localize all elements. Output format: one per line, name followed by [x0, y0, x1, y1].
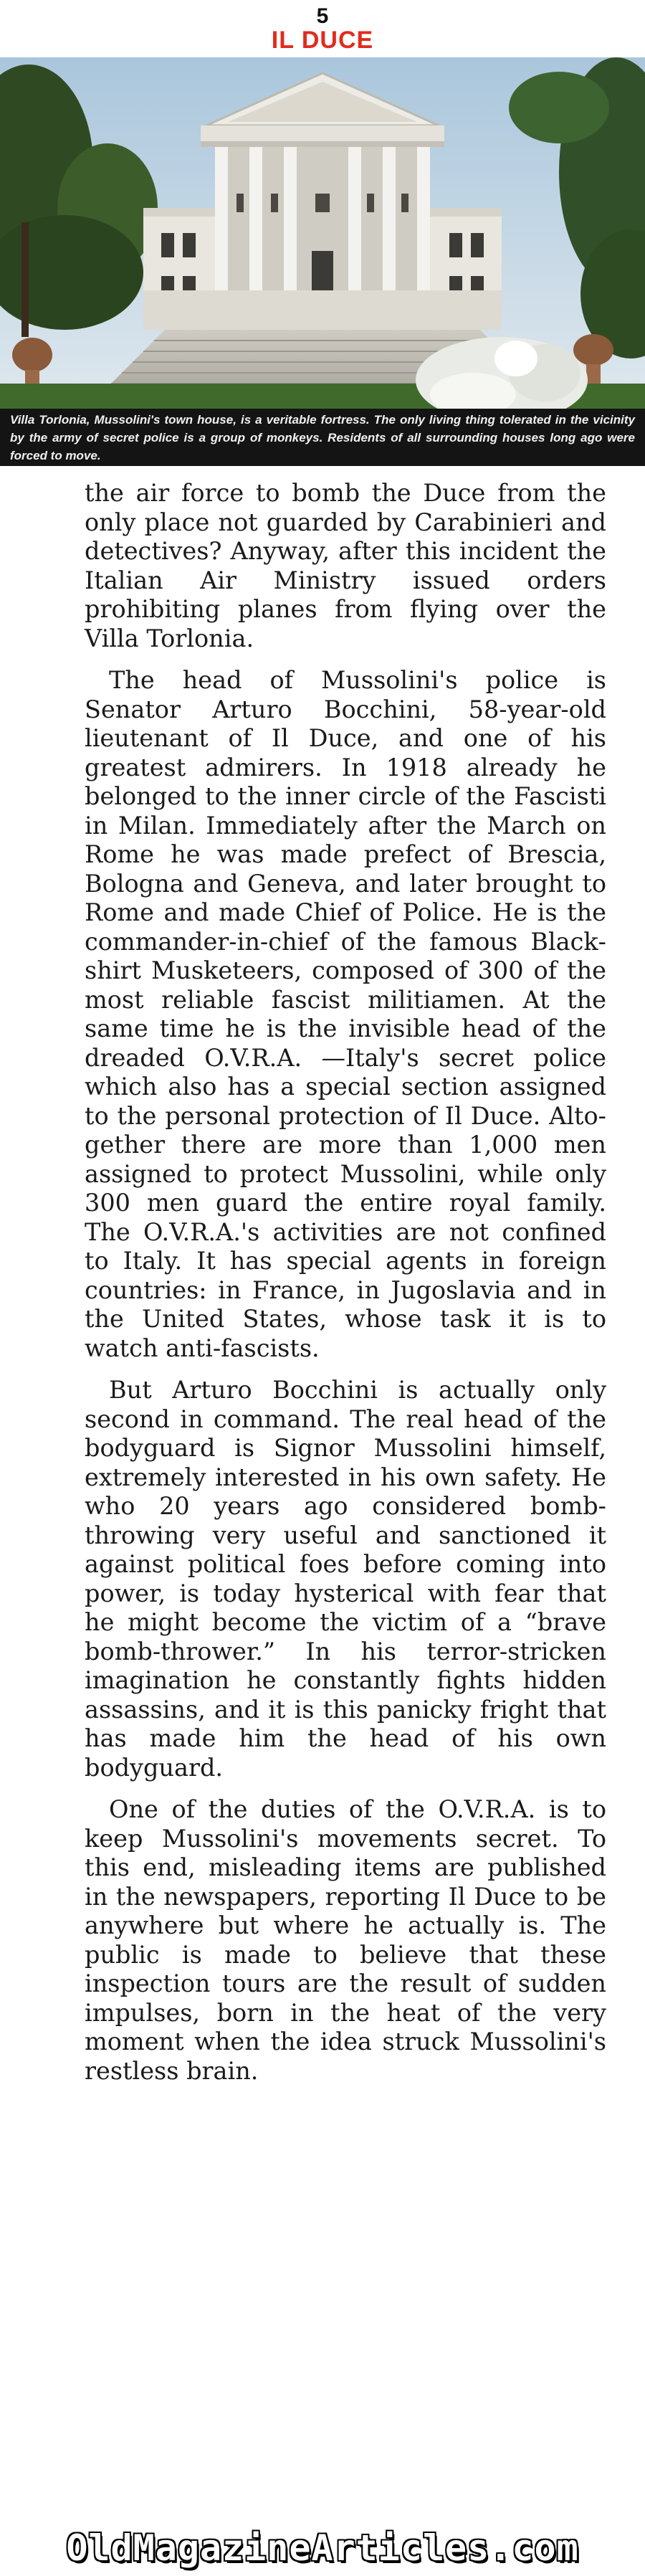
article-paragraph: But Arturo Bocchini is actually only second in command. The real head of the bodyguard is Signor Mussolini himself, extremely interested in his own safety. He who 20 years ago considered bomb-throwing very useful and sanctioned it against political foes before coming into power, is today hysterical with fear that he might become the victim of a “brave bomb-thrower.” In his terror-stricken imagination he constantly fights hidden assassins, and it is this panicky fright that has made him the head of his own bodyguard.	[85, 1376, 606, 1782]
article-paragraph: The head of Mussolini's police is Senator Arturo Bocchini, 58-year-old lieutenant of Il Duce, and one of his greatest admirers. In 1918 already he belonged to the inner circle of the Fascisti in Milan. Immediately after the March on Rome he was made prefect of Brescia, Bologna and Geneva, and later brought to Rome and made Chief of Police. He is the commander-in-chief of the famous Blackshirt Musketeers, composed of 300 of the most reliable fascist militiamen. At the same time he is the invisible head of the dreaded O.V.R.A. —Italy's secret police which also has a special section assigned to the personal protection of Il Duce. Altogether there are more than 1,000 men assigned to protect Mussolini, while only 300 men guard the entire royal family. The O.V.R.A.'s activities are not confined to Italy. It has special agents in foreign countries: in France, in Jugoslavia and in the United States, whose task it is to watch anti-fascists.	[85, 666, 606, 1362]
page-number: 5	[316, 4, 329, 28]
photo-caption: Villa Torlonia, Mussolini's town house, is a veritable fortress. The only living thing tolerated in the vicinity by the army of secret police is a group of monkeys. Residents of all surrounding houses long ago were forced to move.	[10, 413, 635, 462]
page-header	[0, 0, 645, 57]
article-title: IL DUCE	[271, 27, 374, 54]
page-footer	[0, 2518, 645, 2576]
article-paragraph: One of the duties of the O.V.R.A. is to keep Mussolini's movements secret. To this end, misleading items are published in the newspapers, reporting Il Duce to be anywhere but where he actually is. The public is made to believe that these inspection tours are the result of sudden impulses, born in the heat of the very moment when the idea struck Mussolini's restless brain.	[85, 1795, 606, 2085]
article-body	[85, 479, 606, 2099]
site-brand-logo[interactable]: OldMagazineArticles.com	[66, 2527, 579, 2569]
article-paragraph: the air force to bomb the Duce from the only place not guarded by Carabinieri and detectives? Anyway, after this incident the Italian Air Ministry issued orders prohibiting planes from flying over the Villa Torlonia.	[85, 479, 606, 652]
villa-torlonia-photo	[0, 57, 645, 409]
